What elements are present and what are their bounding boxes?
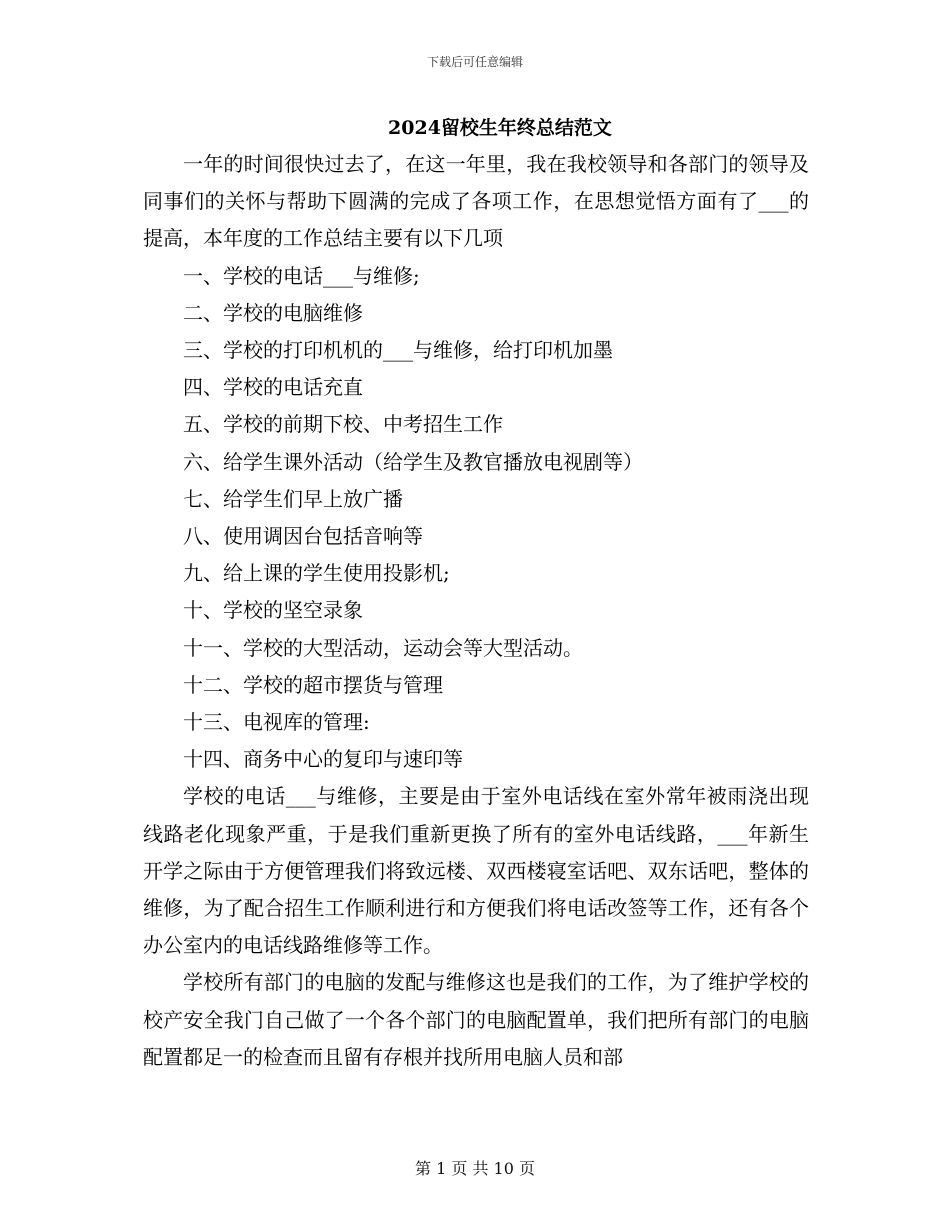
- page-number: 第 1 页 共 10 页: [415, 1159, 535, 1178]
- list-item: 十二、学校的超市摆货与管理: [183, 672, 443, 697]
- list-item: 四、学校的电话充直: [183, 375, 363, 400]
- computer-maintenance-paragraph: 学校所有部门的电脑的发配与维修这也是我们的工作，为了维护学校的校产安全我门自己做了一个各个部门的电脑配置单，我们把所有部门的电脑配置都足一的检查而且留有存根并找所用电脑人员和部: [143, 970, 809, 1069]
- header-note: 下载后可任意编辑: [426, 55, 523, 69]
- list-item: 八、使用调因台包括音响等: [183, 524, 423, 549]
- list-item: 二、学校的电脑维修: [183, 300, 363, 325]
- phone-maintenance-paragraph: 学校的电话___与维修，主要是由于室外电话线在室外常年被雨浇出现线路老化现象严重，于是我们重新更换了所有的室外电话线路，___年新生开学之际由于方便管理我们将致远楼、双西楼寝室话吧、双东话吧，整体的维修，为了配合招生工作顺利进行和方便我们将电话改签等工作，还有各个办公室内的电话线路维修等工作。: [143, 784, 809, 958]
- list-item: 六、给学生课外活动（给学生及教官播放电视剧等）: [183, 449, 643, 474]
- list-item: 九、给上课的学生使用投影机;: [183, 561, 450, 586]
- document-body: [143, 146, 809, 1076]
- list-item: 七、给学生们早上放广播: [183, 486, 403, 511]
- intro-paragraph: 一年的时间很快过去了，在这一年里，我在我校领导和各部门的领导及同事们的关怀与帮助下圆满的完成了各项工作，在思想觉悟方面有了___的提高，本年度的工作总结主要有以下几项: [143, 152, 809, 251]
- list-item: 十一、学校的大型活动，运动会等大型活动。: [183, 635, 583, 660]
- list-item: 一、学校的电话___与维修;: [183, 263, 420, 288]
- document-title: 2024留校生年终总结范文: [388, 117, 612, 139]
- list-item: 五、学校的前期下校、中考招生工作: [183, 412, 503, 437]
- list-item: 十、学校的坚空录象: [183, 598, 363, 623]
- work-item-list: [143, 258, 809, 779]
- list-item: 十四、商务中心的复印与速印等: [183, 747, 463, 772]
- list-item: 十三、电视库的管理:: [183, 710, 370, 735]
- list-item: 三、学校的打印机机的___与维修，给打印机加墨: [183, 338, 613, 363]
